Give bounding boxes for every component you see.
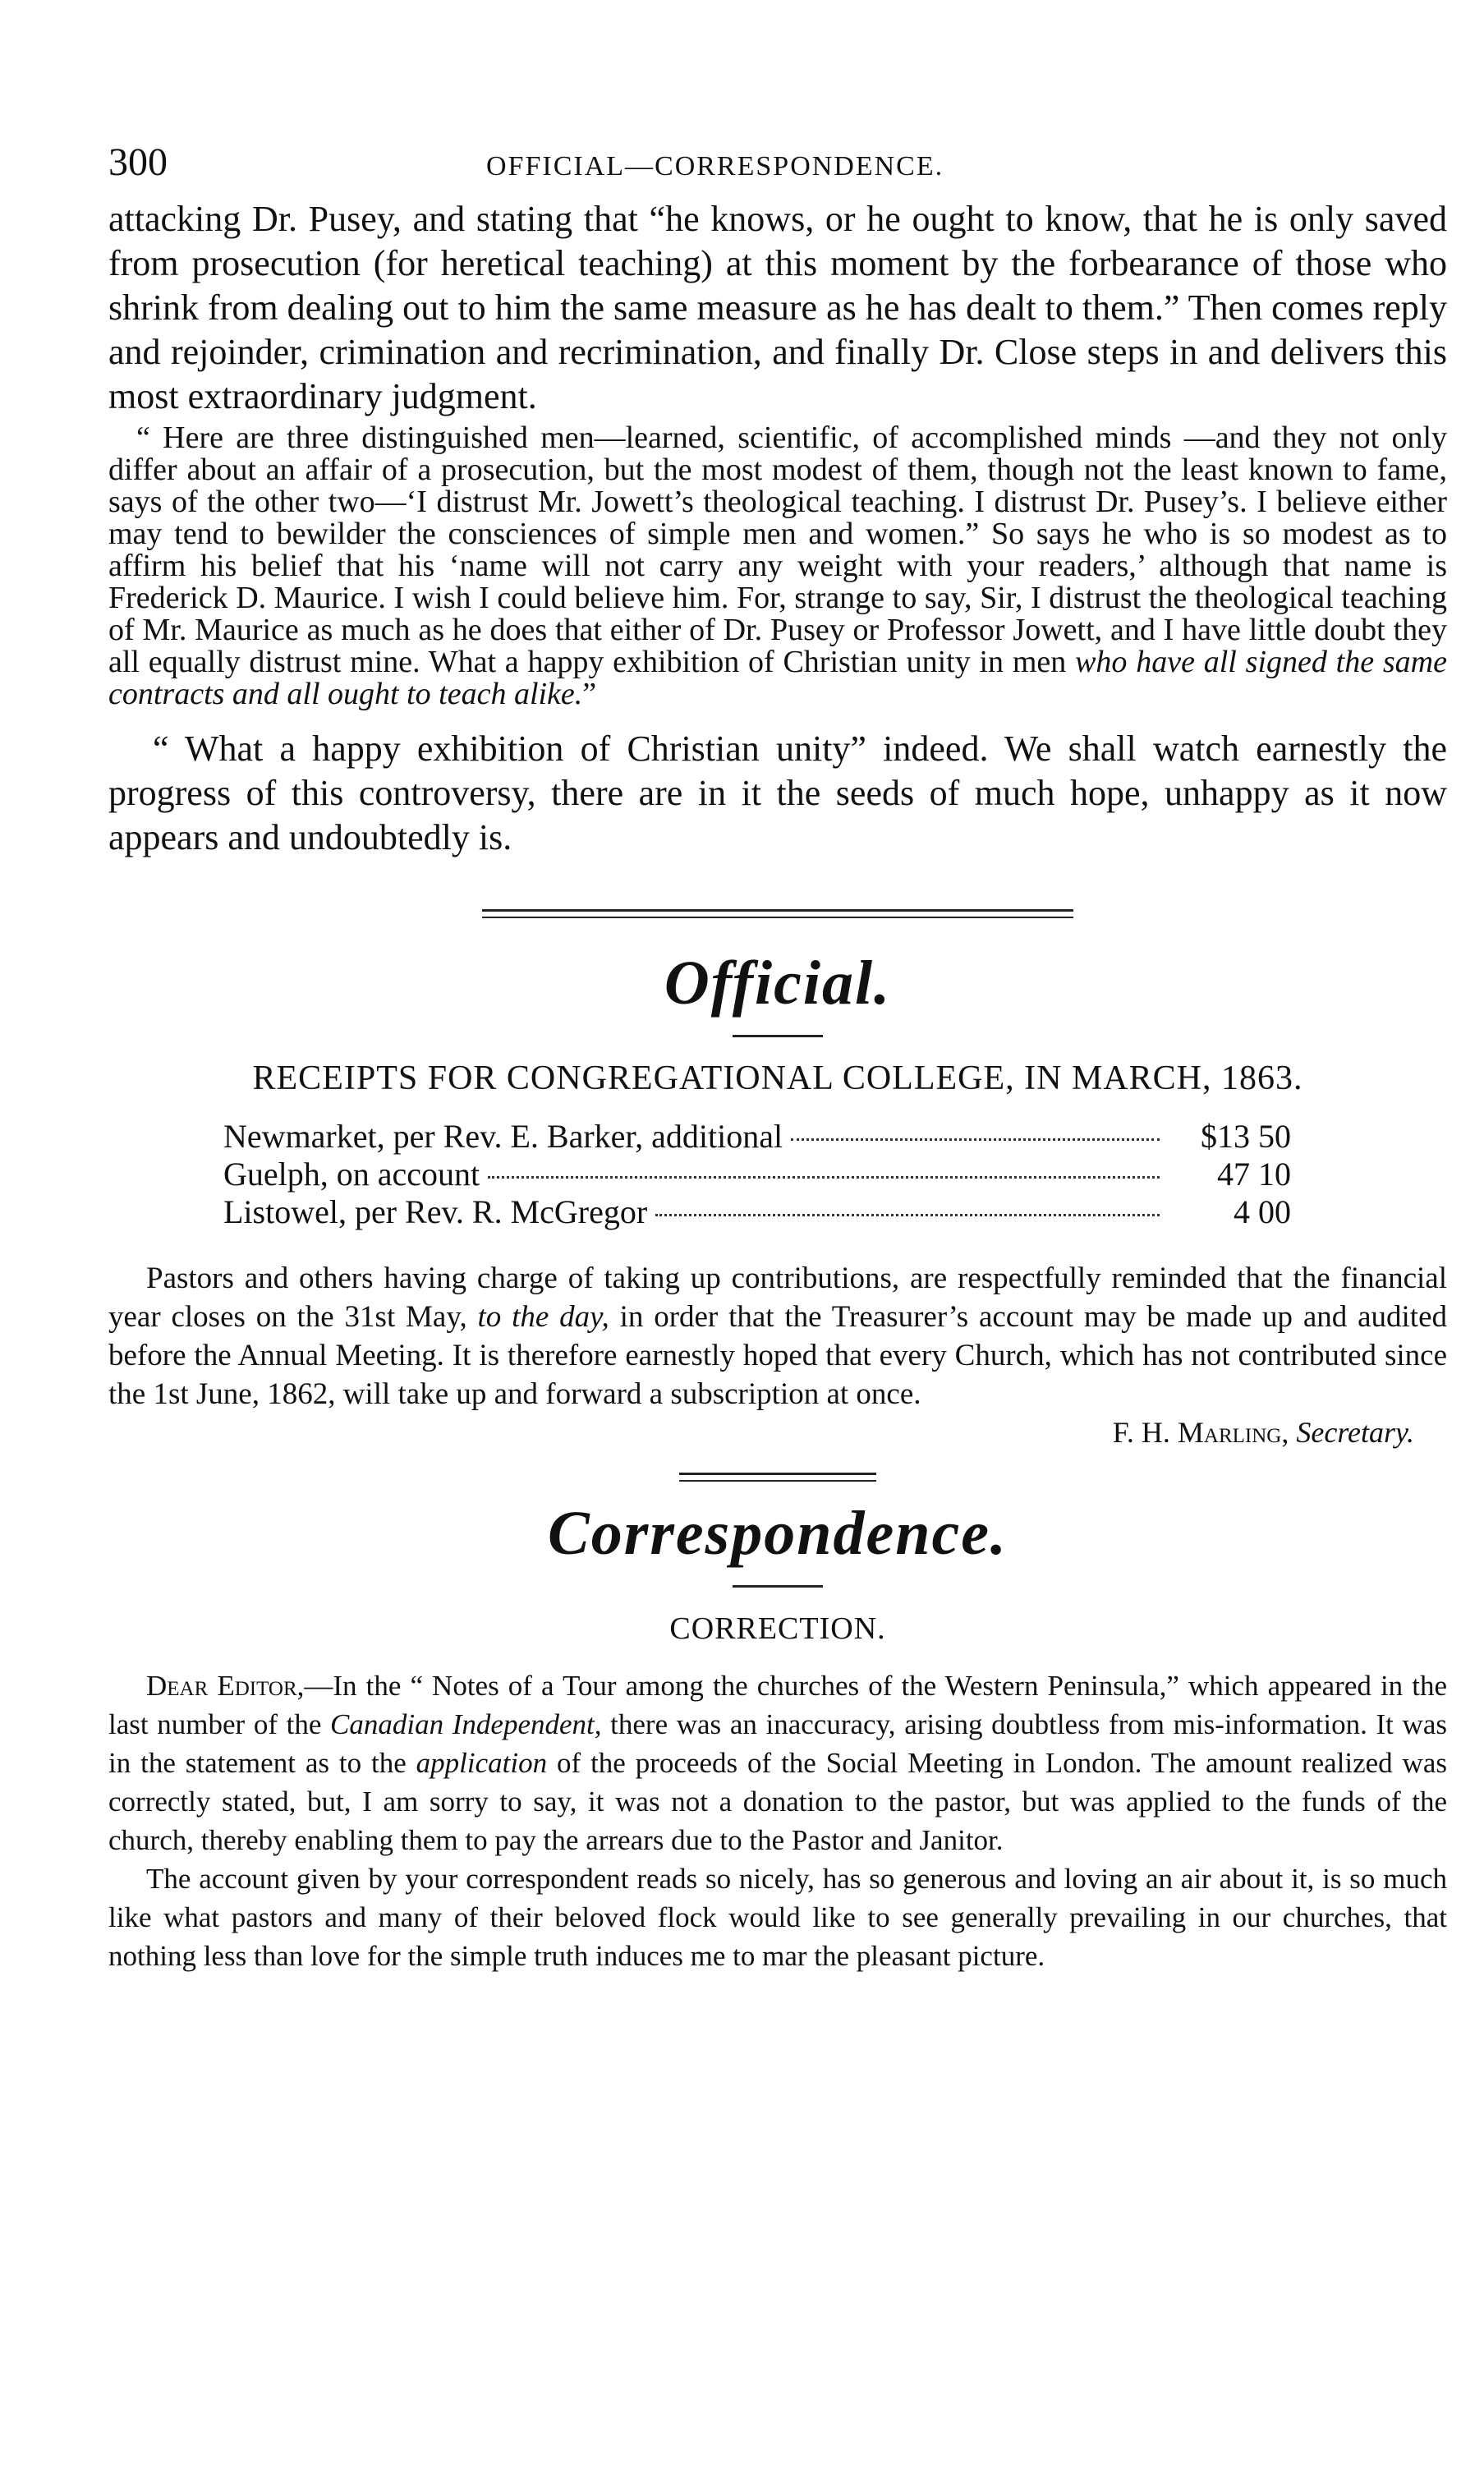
article-paragraph-1	[108, 197, 1447, 419]
correspondence-text-b: there was an inaccuracy, arising doubtless from mis-information. It was in the statement as to the	[108, 1708, 1447, 1779]
receipt-row	[223, 1193, 1291, 1231]
receipt-name: Guelph, on account	[223, 1156, 480, 1193]
section-divider	[482, 909, 1073, 918]
receipts-list	[223, 1118, 1291, 1231]
secretary-signature	[108, 1413, 1414, 1451]
page	[108, 140, 1447, 1975]
official-notice-text-b: in order that the Treasurer’s account may be made up and audited before the Annual Meeting. It is therefore earnestly hoped that every Church, which has not contributed since the 1st June, 1862, will take up and forward a subscription at once.	[108, 1300, 1448, 1411]
correspondence-italic-2: application	[416, 1747, 548, 1779]
receipt-name: Newmarket, per Rev. E. Barker, additional	[223, 1118, 783, 1155]
quoted-letter	[108, 422, 1447, 710]
official-notice-italic: to the day,	[477, 1300, 609, 1334]
dot-leader	[655, 1214, 1160, 1216]
article-paragraph-2: “ What a happy exhibition of Christian unity” indeed. We shall watch earnestly the progress of this controversy, there are in it the seeds of much hope, unhappy as it now appears and undoubtedly is.	[108, 728, 1447, 857]
official-heading-rule	[733, 1035, 823, 1037]
correspondence-text-a: —In the “ Notes of a Tour among the churches of the Western Peninsula,” which appeared in the last number of the	[108, 1670, 1447, 1740]
correspondence-paragraph-1	[108, 1666, 1447, 1859]
dot-leader	[791, 1138, 1160, 1141]
correspondence-text-c: of the proceeds of the Social Meeting in London. The amount realized was correctly stated, but, I am sorry to say, it was not a donation to the pastor, but was applied to the funds of the church, thereby enabling them to pay the arrears due to the Pastor and Janitor.	[108, 1747, 1447, 1856]
secretary-name: F. H. Marling,	[1112, 1416, 1289, 1449]
secretary-role: Secretary.	[1296, 1416, 1414, 1449]
receipt-row	[223, 1118, 1291, 1156]
correction-subheading: CORRECTION.	[669, 1611, 886, 1646]
running-title: OFFICIAL—CORRESPONDENCE.	[486, 151, 944, 182]
dot-leader	[488, 1176, 1160, 1179]
quoted-letter-text: “ Here are three distinguished men—learned, scientific, of accomplished minds —and they not only differ about an affair of a prosecution, but the most modest of them, though not the least known to fame, says of the other two—‘I distrust Mr. Jowett’s theological teaching. I distrust Dr. Pusey’s. I believe either may tend to bewilder the consciences of simple men and women.” So says he who is so modest as to affirm his belief that his ‘name will not carry any weight with your readers,’ although that name is Frederick D. Maurice. I wish I could believe him. For, strange to say, Sir, I distrust the theological teaching of Mr. Maurice as much as he does that either of Dr. Pusey or Professor Jowett, and I have little doubt they all equally distrust mine. What a happy exhibition of Christian unity in men	[108, 421, 1447, 679]
correspondence-heading-rule	[733, 1585, 823, 1588]
official-heading: Official.	[664, 949, 892, 1018]
receipt-amount: $13 50	[1201, 1118, 1291, 1155]
receipt-amount: 4 00	[1234, 1193, 1291, 1230]
correspondence-heading: Correspondence.	[548, 1499, 1008, 1568]
section-divider	[679, 1473, 876, 1482]
correspondence-italic-1: Canadian Independent,	[330, 1708, 602, 1740]
article-paragraph-1-text: attacking Dr. Pusey, and stating that “he knows, or he ought to know, that he is only saved from prosecution (for heretical teaching) at this moment by the forbearance of those who shrink from dealing out to him the same measure as he has dealt to them.” Then comes reply and rejoinder, crimination and recrimination, and finally Dr. Close steps in and delivers this most extraordinary judgment.	[108, 199, 1447, 416]
official-notice-text-a: Pastors and others having charge of taking up contributions, are respectfully reminded that the financial year closes on the 31st May,	[108, 1262, 1447, 1334]
correspondence-paragraph-2: The account given by your correspondent reads so nicely, has so generous and loving an air about it, is so much like what pastors and many of their beloved flock would like to see generally prevailing in our churches, that nothing less than love for the simple truth induces me to mar the pleasant picture.	[108, 1863, 1447, 1972]
quoted-letter-italic: who have all signed the same contracts and all ought to teach alike.	[108, 645, 1447, 711]
receipts-title: RECEIPTS FOR CONGREGATIONAL COLLEGE, IN MARCH, 1863.	[252, 1059, 1303, 1097]
receipt-amount: 47 10	[1217, 1156, 1291, 1193]
quoted-letter-close: ”	[582, 677, 597, 711]
receipt-row	[223, 1156, 1291, 1193]
official-notice	[108, 1259, 1447, 1413]
page-number: 300	[108, 140, 168, 184]
salutation: Dear Editor,	[146, 1670, 305, 1702]
running-head	[108, 140, 1447, 197]
receipt-name: Listowel, per Rev. R. McGregor	[223, 1193, 648, 1230]
